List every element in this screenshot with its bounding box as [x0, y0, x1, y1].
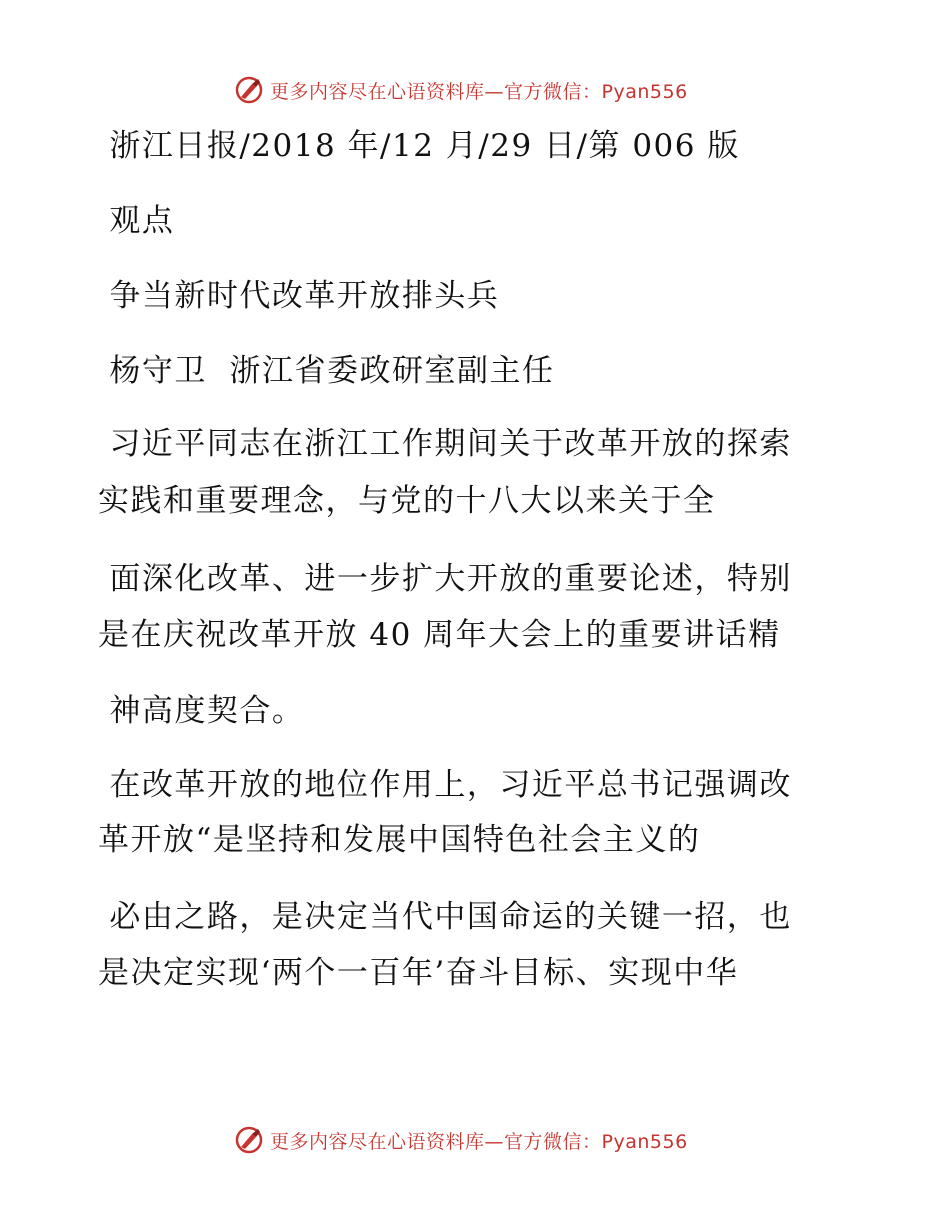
- paragraph-line: 神高度契合。: [98, 693, 305, 729]
- article-title: 争当新时代改革开放排头兵: [98, 278, 500, 314]
- paragraph-line: 是决定实现‘两个一百年’奋斗目标、实现中华: [98, 955, 739, 991]
- paragraph-line: 实践和重要理念，与党的十八大以来关于全: [98, 483, 716, 519]
- paragraph-line: 习近平同志在浙江工作期间关于改革开放的探索: [98, 426, 792, 462]
- watermark-text: 更多内容尽在心语资料库—官方微信：Pyan556: [270, 80, 688, 103]
- brush-logo-icon: [234, 1125, 264, 1155]
- header-watermark: [234, 72, 688, 108]
- paragraph-line: 必由之路，是决定当代中国命运的关键一招，也: [98, 899, 792, 935]
- paragraph-line: 面深化改革、进一步扩大开放的重要论述，特别: [98, 561, 792, 597]
- paragraph-line: 革开放“是坚持和发展中国特色社会主义的: [98, 822, 701, 858]
- paragraph-line: 是在庆祝改革开放 40 周年大会上的重要讲话精: [98, 617, 781, 653]
- paragraph-line: 在改革开放的地位作用上，习近平总书记强调改: [98, 767, 792, 803]
- watermark-text: 更多内容尽在心语资料库—官方微信：Pyan556: [270, 1130, 688, 1153]
- brush-logo-icon: [234, 75, 264, 105]
- publication-line: 浙江日报/2018 年/12 月/29 日/第 006 版: [98, 128, 740, 164]
- footer-watermark: [234, 1122, 688, 1158]
- section-label: 观点: [98, 203, 175, 239]
- author-line: 杨守卫 浙江省委政研室副主任: [98, 353, 555, 389]
